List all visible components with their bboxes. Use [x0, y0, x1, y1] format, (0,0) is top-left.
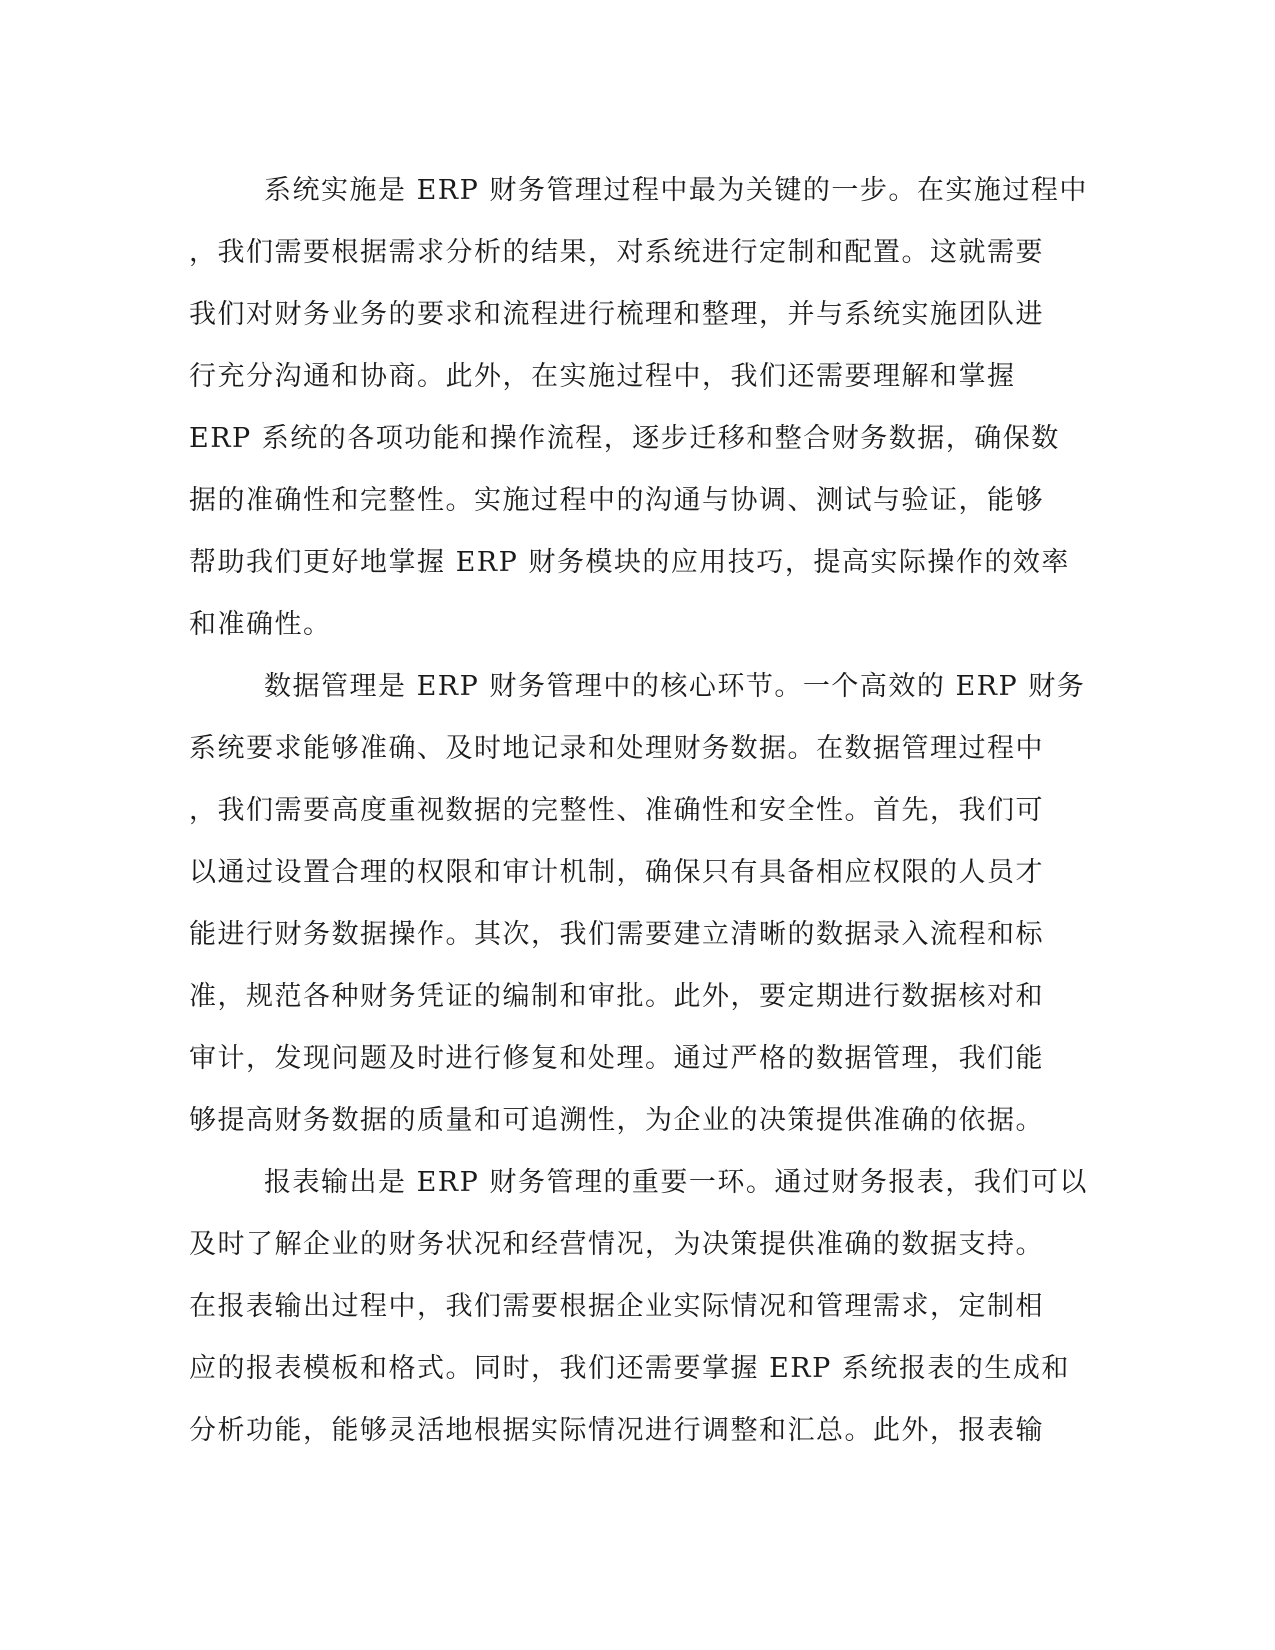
- text-line: 系统要求能够准确、及时地记录和处理财务数据。在数据管理过程中: [189, 733, 1044, 764]
- document-body: [189, 160, 1089, 1462]
- text-line: ，我们需要高度重视数据的完整性、准确性和安全性。首先，我们可: [189, 795, 1044, 826]
- text-line: ERP 系统的各项功能和操作流程，逐步迁移和整合财务数据，确保数: [189, 423, 1060, 454]
- text-line: ，我们需要根据需求分析的结果，对系统进行定制和配置。这就需要: [189, 237, 1044, 268]
- text-line: 分析功能，能够灵活地根据实际情况进行调整和汇总。此外，报表输: [189, 1415, 1044, 1446]
- text-line: 和准确性。: [189, 609, 332, 640]
- text-line: 审计，发现问题及时进行修复和处理。通过严格的数据管理，我们能: [189, 1043, 1044, 1074]
- text-line: 帮助我们更好地掌握 ERP 财务模块的应用技巧，提高实际操作的效率: [189, 547, 1070, 578]
- text-line: 以通过设置合理的权限和审计机制，确保只有具备相应权限的人员才: [189, 857, 1044, 888]
- text-line: 在报表输出过程中，我们需要根据企业实际情况和管理需求，定制相: [189, 1291, 1044, 1322]
- text-line: 据的准确性和完整性。实施过程中的沟通与协调、测试与验证，能够: [189, 485, 1044, 516]
- text-line: 行充分沟通和协商。此外，在实施过程中，我们还需要理解和掌握: [189, 361, 1016, 392]
- text-line: 数据管理是 ERP 财务管理中的核心环节。一个高效的 ERP 财务: [264, 671, 1086, 702]
- paragraph-report-output: [189, 1152, 1089, 1462]
- text-line: 我们对财务业务的要求和流程进行梳理和整理，并与系统实施团队进: [189, 299, 1044, 330]
- text-line: 够提高财务数据的质量和可追溯性，为企业的决策提供准确的依据。: [189, 1105, 1044, 1136]
- text-line: 报表输出是 ERP 财务管理的重要一环。通过财务报表，我们可以: [264, 1167, 1088, 1198]
- text-line: 能进行财务数据操作。其次，我们需要建立清晰的数据录入流程和标: [189, 919, 1044, 950]
- text-line: 准，规范各种财务凭证的编制和审批。此外，要定期进行数据核对和: [189, 981, 1044, 1012]
- paragraph-system-implementation: [189, 160, 1089, 656]
- paragraph-data-management: [189, 656, 1089, 1152]
- text-line: 及时了解企业的财务状况和经营情况，为决策提供准确的数据支持。: [189, 1229, 1044, 1260]
- text-line: 应的报表模板和格式。同时，我们还需要掌握 ERP 系统报表的生成和: [189, 1353, 1070, 1384]
- text-line: 系统实施是 ERP 财务管理过程中最为关键的一步。在实施过程中: [264, 175, 1088, 206]
